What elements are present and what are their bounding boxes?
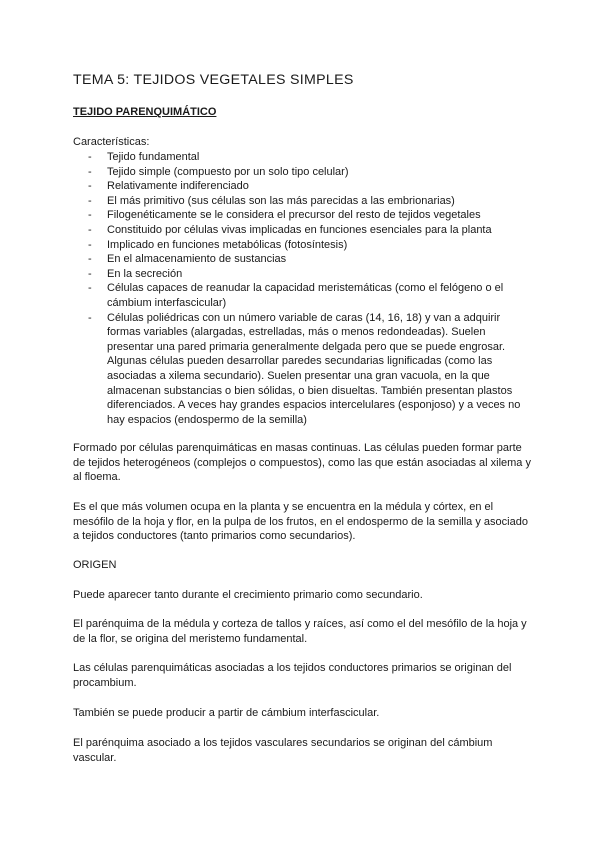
list-item: - Tejido fundamental	[73, 150, 533, 165]
characteristics-list	[73, 150, 533, 427]
paragraph-origin-vascular: El parénquima asociado a los tejidos vasculares secundarios se originan del cámbium vascular.	[73, 737, 493, 764]
paragraph-composition: Formado por células parenquimáticas en masas continuas. Las células pueden formar parte de tejidos heterogéneos (complejos o compuestos), como las que están asociadas al xilema y al floema.	[73, 442, 531, 484]
list-item: - Relativamente indiferenciado	[73, 179, 533, 194]
paragraph-origin-meristem: El parénquima de la médula y corteza de tallos y raíces, así como el del mesófilo de la hoja y de la flor, se origina del meristemo fundamental.	[73, 618, 527, 645]
list-item: - En la secreción	[73, 267, 533, 282]
section-title: TEJIDO PARENQUIMÁTICO	[73, 106, 217, 118]
paragraph-origin-procambium: Las células parenquimáticas asociadas a los tejidos conductores primarios se originan del procambium.	[73, 662, 512, 689]
paragraph-origin-growth: Puede aparecer tanto durante el crecimiento primario como secundario.	[73, 589, 423, 601]
list-item: - En el almacenamiento de sustancias	[73, 252, 533, 267]
paragraph-location: Es el que más volumen ocupa en la planta y se encuentra en la médula y córtex, en el mesófilo de la hoja y flor, en la pulpa de los frutos, en el endospermo de la semilla y asociado a tejidos conductores (tanto primarios como secundarios).	[73, 501, 528, 543]
list-item: - Constituido por células vivas implicadas en funciones esenciales para la planta	[73, 223, 533, 238]
document-title: TEMA 5: TEJIDOS VEGETALES SIMPLES	[73, 72, 354, 88]
list-item: - Células capaces de reanudar la capacidad meristemáticas (como el felógeno o el cámbium interfascicular)	[73, 281, 533, 310]
list-item: - Filogenéticamente se le considera el precursor del resto de tejidos vegetales	[73, 208, 533, 223]
origin-heading: ORIGEN	[73, 559, 117, 571]
list-item: - Implicado en funciones metabólicas (fotosíntesis)	[73, 238, 533, 253]
list-item: - Tejido simple (compuesto por un solo tipo celular)	[73, 165, 533, 180]
list-item: - Células poliédricas con un número variable de caras (14, 16, 18) y van a adquirir formas variables (alargadas, estrelladas, más o menos redondeadas). Suelen presentar una pared primaria generalmente delgada pero que se puede engrosar. Algunas células pueden desarrollar paredes secundarias lignificadas (como las asociadas a xilema secundario). Suelen presentar una gran vacuola, en la que almacenan substancias o bien sólidas, o bien disueltas. También presentan plastos diferenciados. A veces hay grandes espacios intercelulares (esponjoso) y a veces no hay espacios (endospermo de la semilla)	[73, 311, 533, 428]
list-item: - El más primitivo (sus células son las más parecidas a las embrionarias)	[73, 194, 533, 209]
characteristics-label: Características:	[73, 136, 150, 148]
paragraph-origin-interfascicular: También se puede producir a partir de cámbium interfascicular.	[73, 707, 380, 719]
